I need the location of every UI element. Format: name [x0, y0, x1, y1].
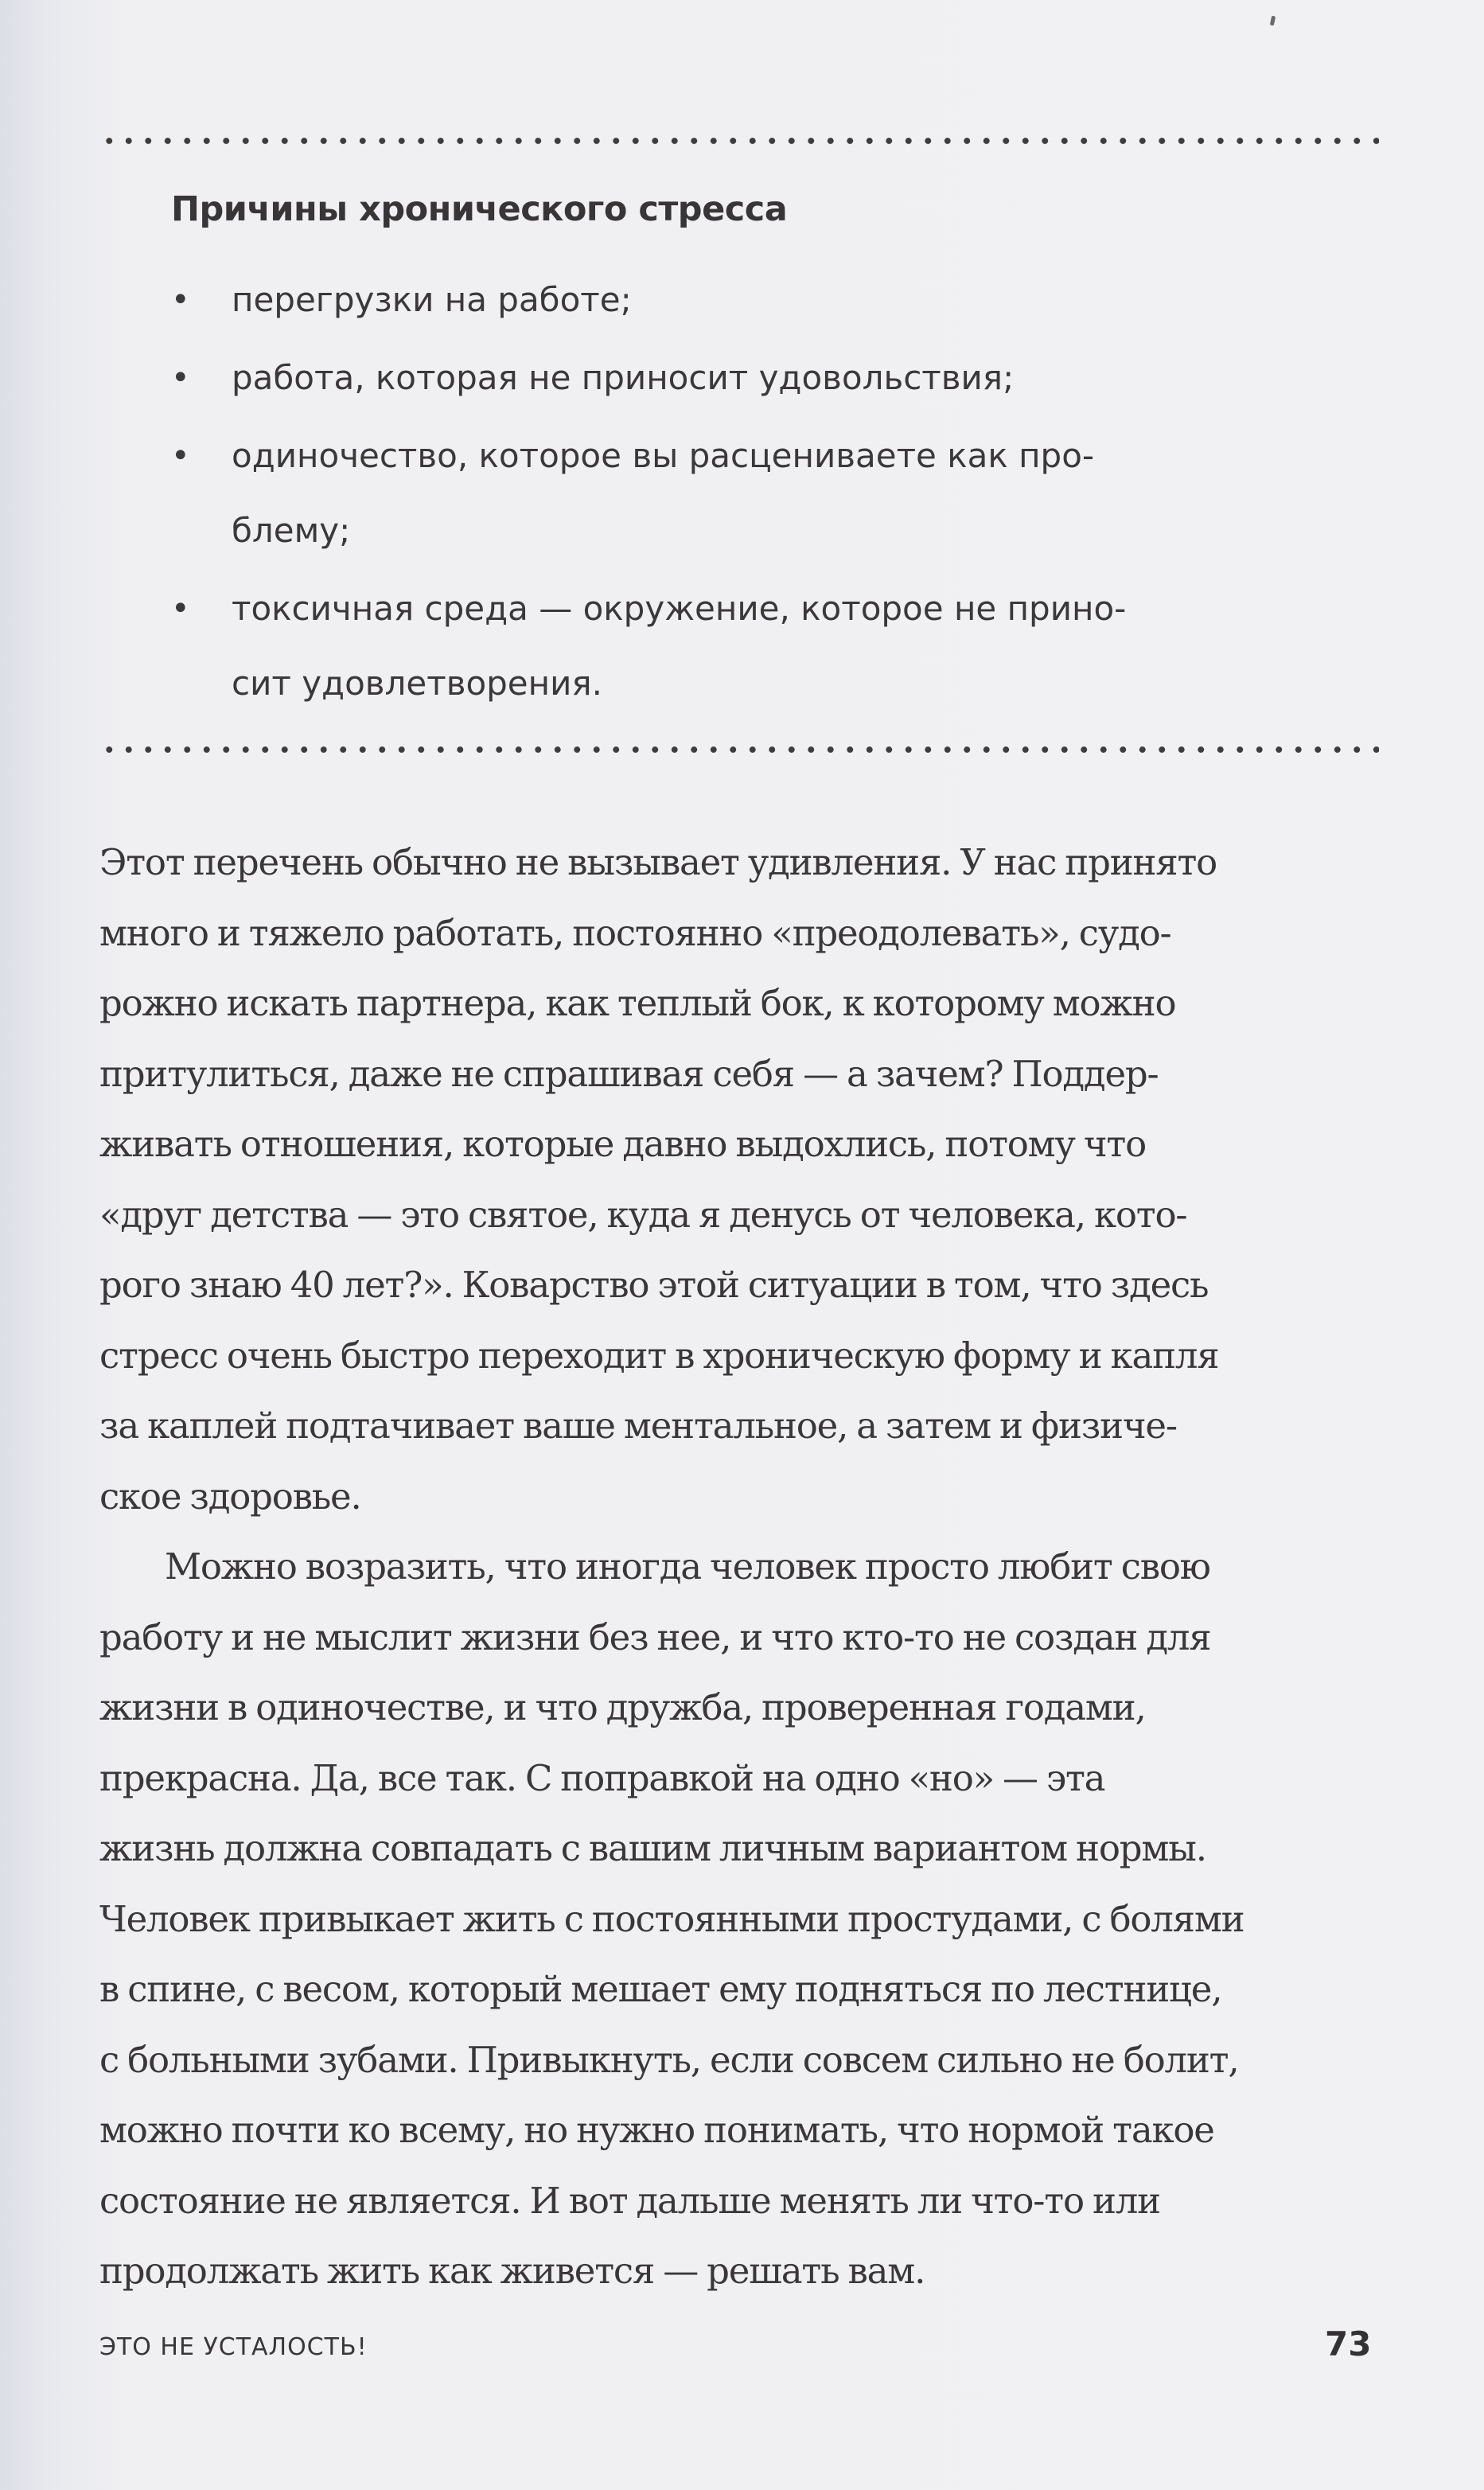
text-line: много и тяжело работать, постоянно «преодолевать», судо-	[99, 911, 1171, 954]
list-item-text: одиночество, которое вы расцениваете как про-	[232, 436, 1095, 475]
list-item-text: перегрузки на работе;	[232, 280, 632, 319]
text-line: за каплей подтачивает ваше ментальное, а затем и физиче-	[99, 1405, 1177, 1447]
text-line: Можно возразить, что иногда человек просто любит свою	[165, 1545, 1210, 1588]
sidebar-bottom-dotted-divider	[99, 746, 1379, 754]
body-text	[99, 828, 1382, 2307]
text-line: работу и не мыслит жизни без нее, и что кто-то не создан для	[99, 1615, 1211, 1658]
bullet-icon: •	[171, 282, 190, 318]
list-item-text: токсичная среда — окружение, которое не прино-	[232, 589, 1127, 628]
text-line: прекрасна. Да, все так. С поправкой на одно «но» — эта	[99, 1756, 1105, 1799]
text-line: ское здоровье.	[99, 1475, 361, 1518]
bullet-icon: •	[171, 438, 190, 474]
causes-list	[171, 263, 1365, 724]
text-line: живать отношения, которые давно выдохлись, потому что	[99, 1123, 1147, 1165]
text-line: можно почти ко всему, но нужно понимать, что нормой такое	[99, 2109, 1214, 2151]
text-line: продолжать жить как живется — решать вам.	[99, 2250, 925, 2292]
list-item-text: сит удовлетворения.	[232, 664, 603, 703]
paper-speck	[1270, 16, 1276, 26]
bullet-icon: •	[171, 360, 190, 396]
running-title: ЭТО НЕ УСТАЛОСТЬ!	[99, 2333, 368, 2361]
text-line: рого знаю 40 лет?». Коварство этой ситуации в том, что здесь	[99, 1264, 1209, 1306]
text-line: состояние не является. И вот дальше менять ли что-то или	[99, 2179, 1160, 2222]
text-line: жизнь должна совпадать с вашим личным вариантом нормы.	[99, 1827, 1206, 1869]
text-line: рожно искать партнера, как теплый бок, к которому можно	[99, 982, 1176, 1024]
text-line: Человек привыкает жить с постоянными простудами, с болями	[99, 1897, 1244, 1940]
sidebar-title: Причины хронического стресса	[171, 189, 788, 229]
list-item	[171, 263, 1365, 337]
list-item	[171, 341, 1365, 415]
bullet-icon: •	[171, 590, 190, 627]
paragraph	[99, 828, 1382, 1532]
text-line: жизни в одиночестве, и что дружба, проверенная годами,	[99, 1686, 1146, 1728]
text-line: Этот перечень обычно не вызывает удивления. У нас принято	[99, 841, 1217, 883]
page-number: 73	[1325, 2324, 1372, 2363]
text-line: с больными зубами. Привыкнуть, если совсем сильно не болит,	[99, 2038, 1239, 2081]
text-line: притулиться, даже не спрашивая себя — а зачем? Поддер-	[99, 1052, 1159, 1095]
text-line: стресс очень быстро переходит в хроническую форму и капля	[99, 1334, 1219, 1377]
list-item	[171, 419, 1365, 568]
list-item-text: блему;	[232, 511, 351, 550]
text-line: «друг детства — это святое, куда я денусь от человека, кото-	[99, 1193, 1187, 1236]
text-line: в спине, с весом, который мешает ему подняться по лестнице,	[99, 1968, 1222, 2010]
list-item	[171, 571, 1365, 721]
paragraph	[99, 1532, 1382, 2307]
sidebar-top-dotted-divider	[99, 137, 1379, 145]
list-item-text: работа, которая не приносит удовольствия;	[232, 358, 1015, 397]
